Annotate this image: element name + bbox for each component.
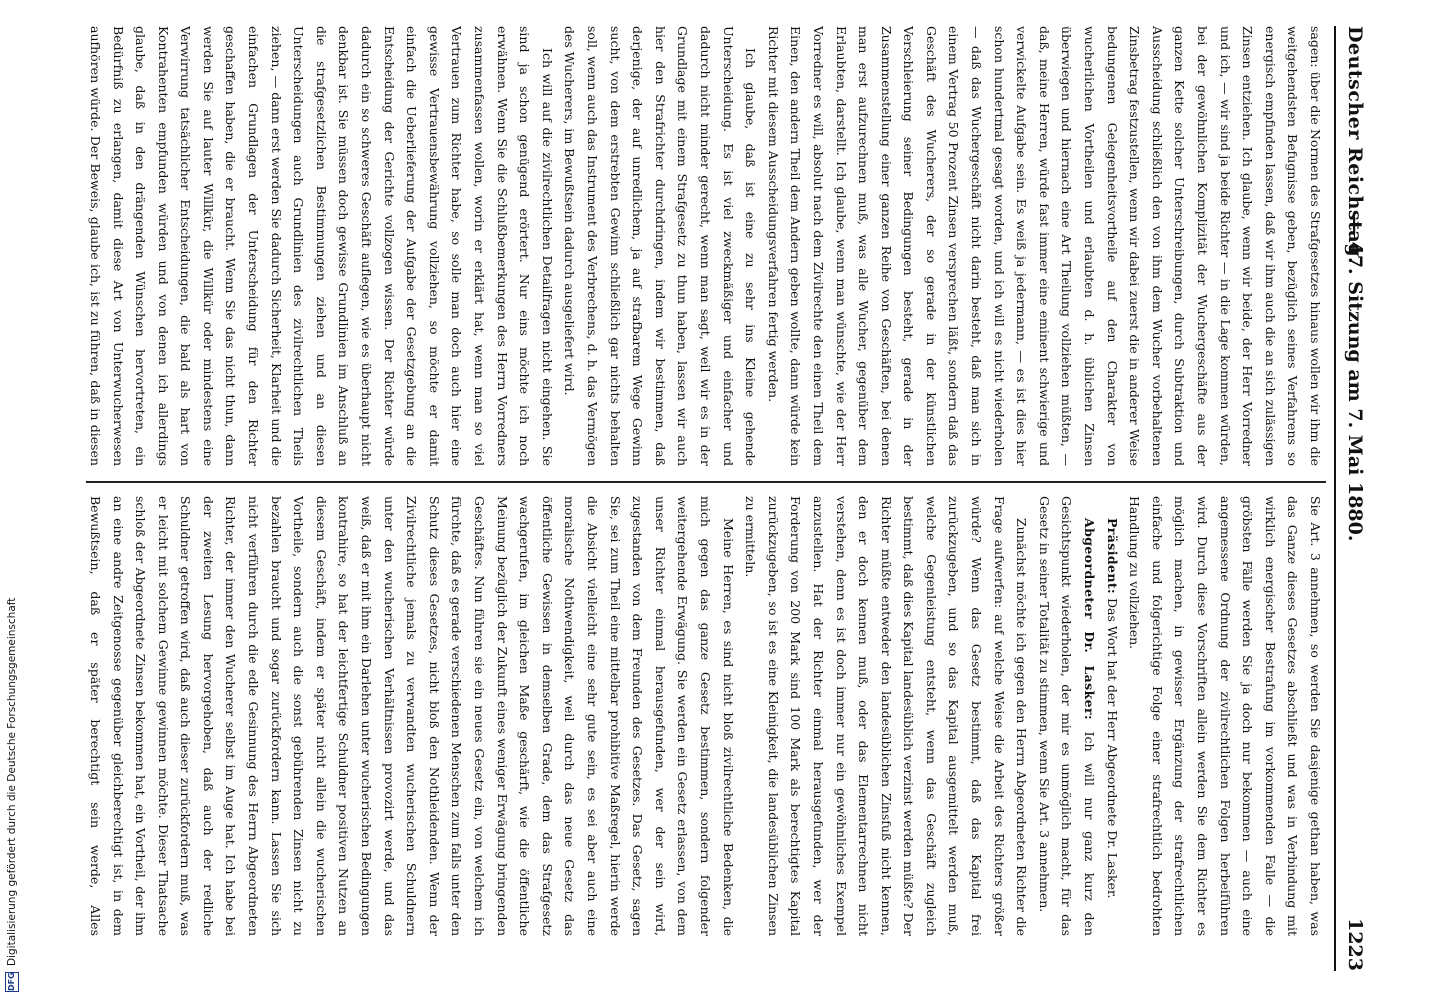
paragraph: Meine Herren, es sind nicht bloß zivilrechtliche Bedenken, die mich gegen das ganze Gesetz bestimmen, sondern folgender weitergehende Erwägung. Sie werden ein Gesetz erlassen, von dem unser Richter einmal herausgefunden, wer der sein wird, zugestanden von dem Freunden des Gesetzes. Das Gesetz, sagen Sie, sei zum Theil eine mittelbar prohibitive Maßregel, hierin werde die Absicht vielleicht eine sehr gute sein, es sei aber auch eine moralische Nothwendigkeit, weil durch das neue Gesetz das öffentliche Gewissen in demselben Grade, dem das Strafgesetz wachgerufen, im gleichen Maße geschärft, wie die öffentliche Meinung bezüglich der Zukunft eines weniger Erwägung bringenden Geschäftes. Nun führen sie ein neues Gesetz ein, von welchem ich fürchte, daß es gerade verschiedenen Menschen zum falls unter den Schutz dieses Gesetzes, nicht bloß den Nothleidenden. Wenn der Zivilrechtliche jemals zu verwandten wucherischen Schuldnern unter den wucherischen Verhältnissen provozirt werde, und das weiß, daß er mit ihm ein Darlehen unter wucherischen Bedingungen kontrahire, so hat der leichtfertige Schuldner positiven Nutzen an diesem Geschäft, indem er später nicht allein die wucherischen Vortheile, sondern auch die sonst gebührenden Zinsen nicht zu bezahlen braucht und sogar zurückfordern kann. Lassen Sie sich nicht verführen durch die edle Gesinnung des Herrn Abgeordneten Richter, der immer den Wucherer selbst im Auge hat. Ich habe bei der zweiten Lesung hervorgehoben, daß auch der redliche Schuldner getroffen wird, daß auch dieser zurückfordern muß, was er leicht mit solchem Gewinne gewinnen möchte. Dieser Thatsache schloß der Abgeordnete Zinsen bekommen hat, ein Vortheil, der ihm an eine andre Zeitgenosse gegenüber gleichberechtigt ist, in dem Bewußtsein, daß er später berechtigt sein werde, Alles bbox=[87, 496, 736, 936]
left-text-column bbox=[86, 26, 1326, 466]
session-date: — 47. Sitzung am 7. Mai 1880. bbox=[1344, 216, 1366, 542]
header-rule bbox=[1334, 26, 1336, 971]
speaker-text: Ich will nur ganz kurz den Gesichtspunkt wiederholen, der mir es unmöglich macht, für das Gesetz in seiner Totalität zu stimmen, wenn Sie Art. 3 annehmen. bbox=[1036, 496, 1098, 936]
speaker-paragraph bbox=[1032, 496, 1100, 936]
president-paragraph bbox=[1100, 496, 1123, 936]
dfg-logo-icon: DFG bbox=[5, 972, 19, 992]
speaker-label: Abgeordneter Dr. Lasker: bbox=[1082, 518, 1098, 721]
column-divider bbox=[86, 481, 1326, 483]
paragraph: Zunächst möchte ich gegen den Herrn Abgeordneten Richter die Frage aufwerfen: auf welche Weise die Arbeit des Richters größer würde? Wenn das Gesetz bestimmt, daß das Kapital frei zurückzugeben, und so das Kapital ausgemittelt werden muß, welche Gegenleistung entsteht, wenn das Geschäft zugleich bestimmt, daß dies Kapital landesüblich verzinst werden müßte? Der Richter müßte entweder den landesüblichen Zinsfuß nicht kennen, den er doch kennen muß, oder das Elementarrechnen nicht verstehen, denn es ist doch immer nur ein gewöhnliches Exempel anzustellen. Hat der Richter einmal herausgefunden, wer der Forderung von 200 Mark sind 100 Mark als berechtigtes Kapital zurückzugeben, so ist es eine Kleinigkeit, die landesüblichen Zinsen zu ermitteln. bbox=[743, 496, 1030, 936]
digitization-footer bbox=[0, 0, 26, 1000]
right-text-column bbox=[86, 496, 1326, 936]
paragraph: Ich will auf die zivilrechtlichen Detailfragen nicht eingehen. Sie sind ja schon genügend erörtert. Nur eins möchte ich noch erwähnen. Wenn Sie die Schlußbemerkungen des Herrn Vorredners zusammenfassen wollen, worin er erklärt hat, wenn man so viel Vertrauen zum Richter habe, so solle man doch auch hier eine gewisse Vertrauensbewährung vollziehen, so möchte er damit einfach die Ueberlieferung der Aufgabe der Gesetzgebung an die Entscheidung der Gerichte vollzogen wissen. Der Richter würde dadurch ein so schweres Geschäft auflegen, wie es überhaupt nicht denkbar ist. Sie müssen doch gewisse Grundlinien im Anschluß an die strafgesetzlichen Bestimmungen ziehen und an diesen Unterscheidungen auch Grundlinien des zivilrechtlichen Theils ziehen, — dann erst werden Sie dadurch Sicherheit, Klarheit und die einfachen Grundlagen der Unterscheidung für den Richter geschaffen haben, die er braucht. Wenn Sie das nicht thun, dann werden Sie auf lauter Willkür, die Willkür oder mindestens eine Verwirrung tatsächlicher Entscheidungen, die bald als hart von Kontrahenten empfunden würden und von denen ich allerdings glaube, daß in den drängenden Wünschen hervortreten, ein Bedürfniß zu erlangen, damit diese Art von Unterwucherwesen aufhören würde. Der Beweis, glaube ich, ist zu führen, daß in diesen bbox=[87, 26, 555, 466]
digitization-note: Digitalisierung gefördert durch die Deutsche Forschungsgemeinschaft bbox=[6, 597, 18, 966]
president-label: Präsident: bbox=[1104, 518, 1120, 595]
digitization-footer-text bbox=[4, 0, 20, 1000]
paragraph: sagen: über die Normen des Strafgesetzes hinaus wollen wir ihm die weitgehendsten Befugnisse geben, bezüglich seines Verfahrens so energisch empfinden lassen, daß wir ihm auch die an sich zulässigen Zinsen entziehen. Ich glaube, wenn wir beide, der Herr Vorredner und ich, — wir sind ja beide Richter — in die Lage kommen würden, bei der gewöhnlichen Komplizität der Wuchergeschäfte aus der ganzen Kette solcher Unterschreibungen, durch Subtraktion und Ausscheidung schließlich den von ihm dem Wucher vorbehaltenen Zinsbetrag festzustellen, wenn wir dabei zuerst die in anderer Weise bedungenen Gelegenheitsvortheile auf den Charakter von wucherlichen Vortheilen und erlaubten d. h. üblichen Zinsen überwiegen und hiernach eine Art Theilung vollziehen müßten, — daß, meine Herren, würde fast immer eine eminent schwierige und verwickelte Aufgabe sein. Es weiß ja jedermann, — es ist dies hier schon hundertmal gesagt worden, und ich will es nicht wiederholen — daß das Wuchergeschäft nicht darin besteht, daß man sich in einem Vertrag 50 Prozent Zinsen versprechen läßt, sondern daß das Geschäft des Wucherers, der so gerade in der künstlichen Verschleierung seiner Bedingungen besteht, gerade in der Zusammenstellung einer ganzen Reihe von Geschäften, bei denen man erst aufzurechnen muß, was alle Wucher, gegenüber dem Erlaubten, darstellt. Ich glaube, wenn man wünschte, wie der Herr Vorredner es will, absolut nach dem Zivilrechte den einen Theil dem Einen, den andern Theil dem Andern geben wollte, dann würde kein Richter mit diesem Ausscheidungsverfahren fertig werden. bbox=[765, 26, 1323, 466]
running-header bbox=[1338, 26, 1372, 971]
president-text: Das Wort hat der Herr Abgeordnete Dr. Lasker. bbox=[1104, 598, 1120, 899]
paragraph: Ich glaube, daß ist eine zu sehr ins Kleine gehende Unterscheidung. Es ist viel zweckmäßiger und einfacher und dadurch nicht minder gerecht, wenn man sagt, weil wir es in der Grundlage mit einem Strafgesetz zu thun haben, lassen wir auch hier den Strafrichter durchdringen, indem wir bestimmen, daß derjenige, der auf unredlichem, ja auf strafbarem Wege Gewinn sucht, von dem erstrebten Gewinn schließlich gar nichts behalten soll, wenn auch das Instrument des Verbrechens, d. h. das Vermögen des Wucherers, im Bewußtsein dadurch ausgeliefert wird. bbox=[562, 26, 759, 466]
publication-title: Deutscher Reichstag. bbox=[1344, 26, 1366, 265]
paragraph: Sie Art. 3 annehmen, so werden Sie dasjenige gethan haben, was das Ganze dieses Gesetzes abschließt und was in Verbindung mit wirklich energischer Bestrafung im vorkommenden Falle — die gröbsten Fälle werden Sie ja doch nur bekommen — auch eine angemessene Ordnung der zivilrechtlichen Folgen herbeiführen wird. Durch diese Vorschriften allein werden Sie dem Richter es möglich machen, in gewisser Ergänzung der strafrechtlichen einfache und folgerichtige Folge einer strafrechtlich bedrohten Handlung zu vollziehen. bbox=[1127, 496, 1323, 936]
rotated-scanned-page bbox=[82, 26, 1372, 971]
page-number: 1223 bbox=[1344, 918, 1366, 971]
